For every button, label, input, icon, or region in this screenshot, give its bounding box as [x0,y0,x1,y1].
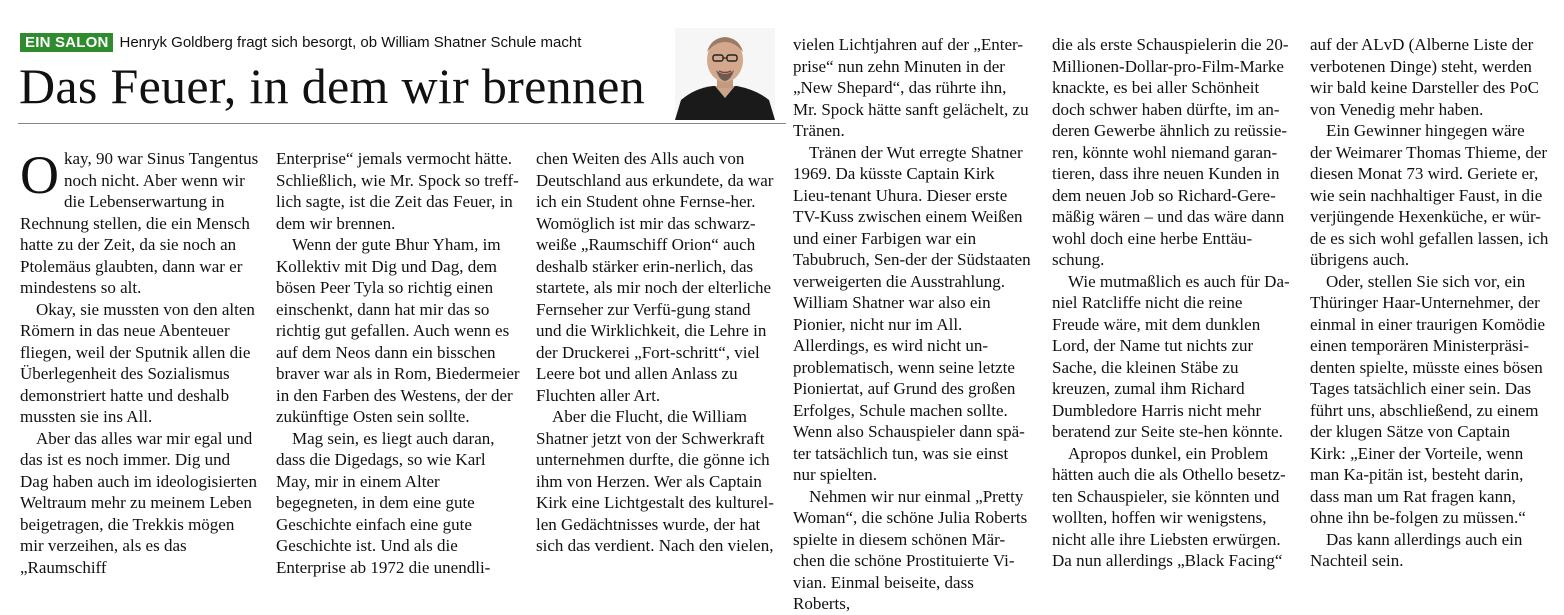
paragraph: Aber das alles war mir egal und das ist es noch immer. Dig und Dag haben auch im ideologisierten Weltraum mehr zu meinem Leben beigetragen, die Trekkis mögen mir verzeihen, als es das „Raumschiff [20,428,257,577]
paragraph: Das kann allerdings auch ein Nachteil sein. [1310,529,1523,570]
paragraph: vielen Lichtjahren auf der „Enter-prise“ nun zehn Minuten in der „New Shepard“, das rührte ihn, Mr. Spock hätte sanft gelächelt, zu Tränen. [793,35,1029,140]
paragraph: Wenn der gute Bhur Yham, im Kollektiv mit Dig und Dag, dem bösen Peer Tyla so richtig einen einschenkt, dann hat mir das so richtig gut gefallen. Auch wenn es auf dem Neos dann ein bisschen braver war als in Rom, Biedermeier in den Farben des Westens, der der zukünftige Osten sein sollte. [276,235,520,426]
paragraph: Aber die Flucht, die William Shatner jetzt von der Schwerkraft unternehmen durfte, die gönne ich ihm von Herzen. Wer als Captain Kirk eine Lichtgestalt des kulturel-len Gedächtnisses wurde, der hat sich das verdient. Nach den vielen, [536,407,774,555]
paragraph: chen Weiten des Alls auch von Deutschland aus erkundete, da war ich ein Student ohne Fernse-her. Womöglich ist mir das schwarz-weiße „Raumschiff Orion“ auch deshalb stärker erin-nerlich, das startete, als mir noch der elterliche Fernseher zur Verfü-gung stand und die Wirklichkeit, die Lehre in der Druckerei „Fort-schritt“, viel Leere bot und allen Anlass zu Fluchten aller Art. [536,149,774,405]
article-headline: Das Feuer, in dem wir brennen [19,58,645,114]
article-kicker [20,33,581,51]
column-3 [536,148,776,557]
paragraph: Okay, sie mussten von den alten Römern in das neue Abenteuer fliegen, weil der Sputnik allen die Überlegenheit des Sozialismus demonstriert hatte und deshalb mussten sie ins All. [20,299,255,426]
paragraph: Wie mutmaßlich es auch für Da-niel Ratcliffe nicht die reine Freude wäre, mit dem dunklen Lord, der Name tut nichts zur Sache, die kleinen Stäbe zu kreuzen, zumal ihm Richard Dumbledore Harris nicht mehr beratend zur Seite ste-hen könnte. [1052,271,1290,441]
column-2 [276,148,522,578]
paragraph: Nehmen wir nur einmal „Pretty Woman“, die schöne Julia Roberts spielte in diesem schönen Mär-chen die schöne Prostituierte Vi-vian. Einmal beiseite, dass Roberts, [793,486,1028,613]
drop-cap: O [20,145,59,205]
paragraph: Ein Gewinner hingegen wäre der Weimarer Thomas Thieme, der diesen Monat 73 wird. Geriete er, wie sein nachhaltiger Faust, in die verjüngende Hexenküche, er wür-de es sich wohl gefallen lassen, ich übrigens auch. [1310,121,1549,269]
paragraph: auf der ALvD (Alberne Liste der verbotenen Dinge) steht, werden wir bald keine Darsteller des PoC von Venedig mehr haben. [1310,35,1539,119]
paragraph-text: kay, 90 war Sinus Tangentus noch nicht. Aber wenn wir die Lebenserwartung in Rechnung stellen, die ein Mensch hatte zu der Zeit, da sie noch an Ptolemäus glaubten, dann war er mindestens so alt. [20,149,259,297]
column-5 [1052,34,1292,572]
column-4 [793,34,1033,615]
paragraph: Tränen der Wut erregte Shatner 1969. Da küsste Captain Kirk Lieu-tenant Uhura. Dieser erste TV-Kuss zwischen einem Weißen und einer Farbigen war ein Tabubruch, Sen-der der Südstaaten verweigerten die Ausstrahlung. William Shatner war also ein Pionier, nicht nur im All. Allerdings, es wird nicht un-problematisch, wenn seine letzte Pioniertat, auf Grund des großen Erfolges, Schule machen sollte. Wenn also Schauspieler dann spä-ter tatsächlich tun, was sie einst nur spielten. [793,142,1031,484]
portrait-image [675,28,775,120]
headline-rule [18,123,786,124]
section-badge: EIN SALON [20,33,113,52]
column-1 [20,145,260,578]
paragraph: Apropos dunkel, ein Problem hätten auch die als Othello besetz-ten Schauspieler, sie könnten und wollten, hoffen wir wenigstens, nicht alle ihre Liebsten erwürgen. Da nun allerdings „Black Facing“ [1052,443,1286,570]
kicker-text: Henryk Goldberg fragt sich besorgt, ob William Shatner Schule macht [119,33,582,51]
paragraph [20,145,260,299]
paragraph: Mag sein, es liegt auch daran, dass die Digedags, so wie Karl May, mir in einem Alter begegneten, in dem eine gute Geschichte einfach eine gute Geschichte ist. Und als die Enterprise ab 1972 die unendli- [276,428,495,577]
column-6 [1310,34,1550,572]
paragraph: Oder, stellen Sie sich vor, ein Thüringer Haar-Unternehmer, der einmal in einer traurigen Komödie einen temporären Ministerpräsi-denten spielte, müsste eines bösen Tages tatsächlich einer sein. Das führt uns, abschließend, zu einem der klugen Sätze von Captain Kirk: „Einer der Vorteile, wenn man Ka-pitän ist, besteht darin, dass man um Rat fragen kann, ohne ihn be-folgen zu müssen.“ [1310,271,1546,527]
paragraph: Enterprise“ jemals vermocht hätte. Schließlich, wie Mr. Spock so treff-lich sagte, ist die Zeit das Feuer, in dem wir brennen. [276,149,519,233]
paragraph: die als erste Schauspielerin die 20-Millionen-Dollar-pro-Film-Marke knackte, es bei aller Schönheit doch schwer haben dürfte, im an-deren Gewerbe ähnlich zu reüssie-ren, könnte wohl niemand garan-tieren, dass ihre neuen Kunden in dem neuen Job so Richard-Gere-mäßig wären – und das wäre dann wohl doch eine herbe Enttäu-schung. [1052,35,1289,269]
author-portrait [675,28,775,120]
